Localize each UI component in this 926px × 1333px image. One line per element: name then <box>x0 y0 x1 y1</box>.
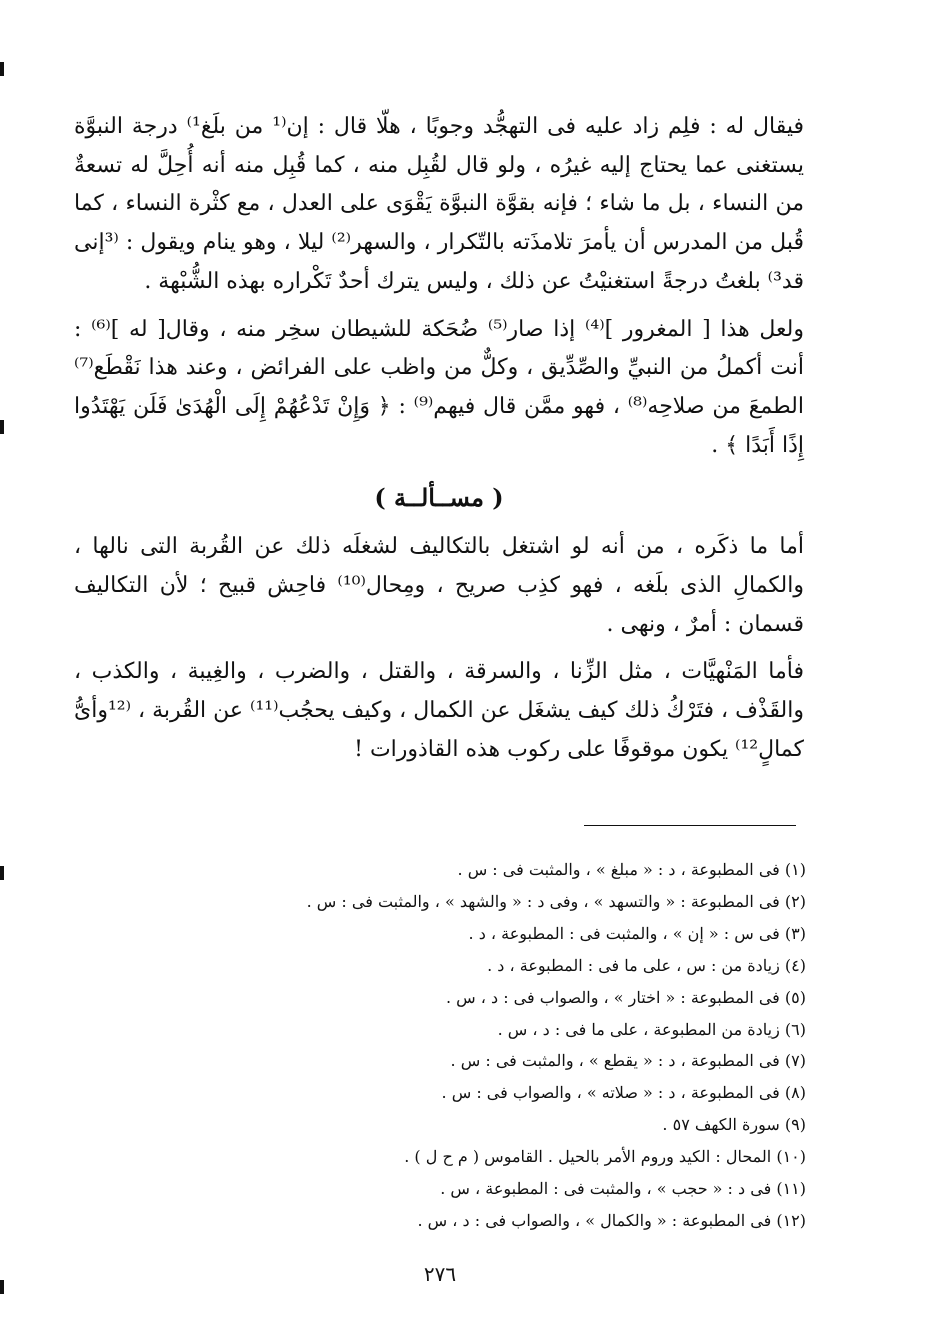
footnote: (٧) فى المطبوعة ، د : « يقطع » ، والمثبت فى : س . <box>450 1051 806 1071</box>
footnote: (٢) فى المطبوعة : « والتسهد » ، وفى د : « والشهد » ، والمثبت فى : س . <box>306 891 806 911</box>
scan-edge-mark <box>0 62 4 76</box>
footnote: (١٢) فى المطبوعة : « والكمال » ، والصواب فى : د ، س . <box>417 1210 806 1230</box>
footnote: (٦) زيادة من المطبوعة ، على ما فى : د ، س . <box>497 1019 806 1039</box>
paragraph: أما ما ذكَره ، من أنه لو اشتغل بالتكاليف لشغلَه ذلك عن القُربة التى نالها ، والكمالِ الذى بلَغه ، فهو كذِب صريح ، ومِحال⁽¹⁰⁾ فاحِش قبيح ؛ لأن التكاليف قسمان : أمرٌ ، ونهى . <box>74 534 804 637</box>
page-number: ٢٧٦ <box>423 1262 457 1286</box>
scan-edge-mark <box>0 420 4 434</box>
paragraph: فأما المَنْهيَّات ، مثل الزِّنا ، والسرقة ، والقتل ، والضرب ، والغِيبة ، والكذب ، والقَذْف ، فتَرْكُ ذلك كيف يشغَل عن الكمال ، وكيف يحجُب⁽¹¹⁾ عن القُربة ، ⁽¹²وأىُّ كمالٍ¹²⁾ يكون موقوفًا على ركوب هذه القاذورات ! <box>74 659 805 762</box>
footnote: (١١) فى د : « حجب » ، والمثبت فى : المطبوعة ، س . <box>440 1179 806 1199</box>
footnote: (٣) فى س : « إن » ، والمثبت فى : المطبوعة ، د . <box>468 923 806 943</box>
footnotes <box>150 854 806 1237</box>
footnote: (٨) فى المطبوعة ، د : « صلاته » ، والصواب فى : س . <box>441 1083 806 1103</box>
section-heading: ( مســألــة ) <box>374 483 504 513</box>
footnote: (١٠) المحال : الكيد وروم الأمر بالحيل . القاموس ( م ح ل ) . <box>404 1147 806 1167</box>
footnote: (٥) فى المطبوعة : « اختار » ، والصواب فى : د ، س . <box>445 987 806 1007</box>
footnote: (٩) سورة الكهف ٥٧ . <box>662 1115 806 1135</box>
main-text <box>74 108 804 770</box>
paragraph: فيقال له : فلِم زاد عليه فى التهجُّد وجوبًا ، هلّا قال : إن⁽¹ من بلَغ¹⁾ درجة النبوَّة يستغنى عما يحتاج إليه غيرُه ، ولو قال لقُبِل منه ، كما قُبِل منه أنه أُحِلَّ له تسعةٌ من النساء ، بل ما شاء ؛ فإنه بقوَّة النبوَّة يَقْوَى على العدل ، مع كثْرة النساء ، كما قُبل من المدرس أن يأمرَ تلامذَته بالتّكرار ، والسهر⁽²⁾ ليلا ، وهو ينام ويقول : ⁽³إنى قد³⁾ بلغتُ درجةً استغنيْتُ عن ذلك ، وليس يترك أحدٌ تَكْراره بهذه الشُّبْهة . <box>74 114 804 294</box>
footnote: (١) فى المطبوعة ، د : « مبلغ » ، والمثبت فى : س . <box>457 860 806 879</box>
footnote-divider <box>584 825 796 826</box>
footnote: (٤) زيادة من : س ، على ما فى : المطبوعة ، د . <box>487 955 806 975</box>
paragraph: ولعل هذا [ المغرور ]⁽⁴⁾ إذا صار⁽⁵⁾ ضُحَكة للشيطان سخِر منه ، وقال[ له ]⁽⁶⁾ : أنت أكملُ من النبيِّ والصِّدِّيق ، وكلٌّ من واظب على الفرائض ، وعند هذا نَقْطَع⁽⁷⁾ الطمعَ من صلاحِه⁽⁸⁾ ، فهو ممَّن قال فيهم⁽⁹⁾ : ﴿ وَإِنْ تَدْعُهُمْ إِلَى الْهُدَىٰ فَلَن يَهْتَدُوا إِذًا أَبَدًا ﴾ . <box>74 316 804 458</box>
scan-edge-mark <box>0 866 4 880</box>
scan-edge-mark <box>0 1280 4 1294</box>
